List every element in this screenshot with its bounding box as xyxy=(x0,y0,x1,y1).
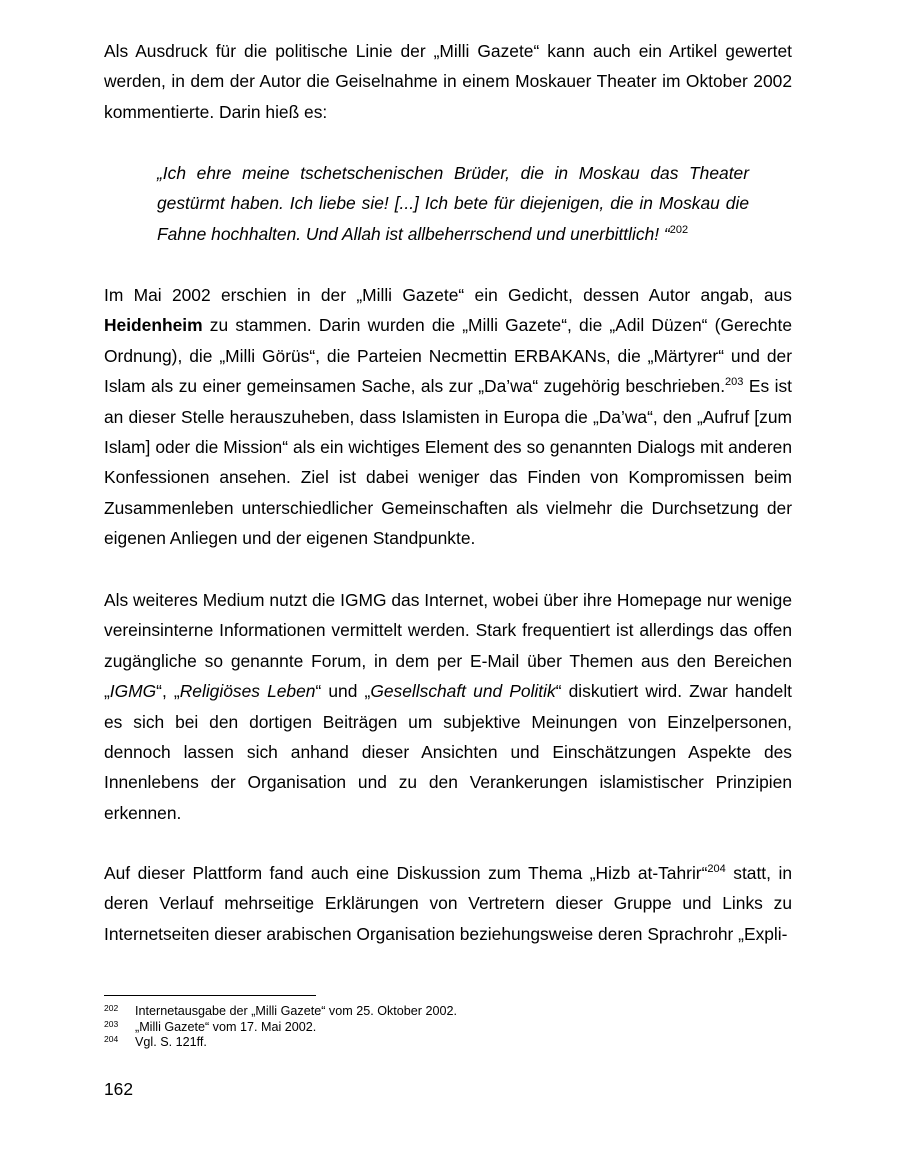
text-run: “ diskutiert wird. Zwar handelt es sich bei den dortigen Beiträgen um subjektive Meinungen von Einzelpersonen, dennoch lassen sich anhand dieser Ansichten und Einschätzungen Aspekte des Innenlebens der Organisation und zu den Verankerungen islamistischer Prinzipien erkennen. xyxy=(104,681,793,823)
footnote-separator xyxy=(104,995,316,996)
text-run: “, „ xyxy=(156,681,180,702)
block-quote xyxy=(157,158,749,249)
footnote-number: 203 xyxy=(104,1019,119,1029)
text-run: zu stammen. Darin wurden die „Milli Gazete“, die „Adil Düzen“ (Gerechte Ordnung), die „Milli Görüs“, die Parteien Necmettin ERBAKANs, die „Märtyrer“ und der Islam als zu einer gemeinsamen Sache, als zur „Da’wa“ zugehörig beschrieben. xyxy=(104,315,792,397)
paragraph-platform xyxy=(104,858,792,949)
footnote-ref-203: 203 xyxy=(725,376,744,389)
italic-topic: Gesellschaft und Politik xyxy=(370,681,556,702)
text-run: statt, in deren Verlauf mehrseitige Erklärungen von Vertretern dieser Gruppe und Links zu Internetseiten dieser arabischen Organisation beziehungsweise deren Sprachrohr „Expli- xyxy=(104,863,792,944)
footnote-number: 204 xyxy=(104,1034,119,1044)
quote-text: „Ich ehre meine tschetschenischen Brüder, die in Moskau das Theater gestürmt haben. Ich liebe sie! [...] Ich bete für diejenigen, die in Moskau die Fahne hochhalten. Und Allah ist allbeherrschend und unerbittlich! “ xyxy=(157,163,749,244)
footnote-ref-204: 204 xyxy=(707,863,726,875)
italic-topic: Religiöses Leben xyxy=(179,681,316,702)
paragraph-intro: Als Ausdruck für die politische Linie der „Milli Gazete“ kann auch ein Artikel gewertet werden, in dem der Autor die Geiselnahme in einem Moskauer Theater im Oktober 2002 kommentierte. Darin hieß es: xyxy=(104,41,792,122)
text-run: “ und „ xyxy=(315,681,371,702)
footnote-text: „Milli Gazete“ vom 17. Mai 2002. xyxy=(135,1020,317,1034)
paragraph-internet xyxy=(104,585,792,828)
paragraph-poem xyxy=(104,280,792,554)
text-run: Es ist an dieser Stelle herauszuheben, dass Islamisten in Europa die „Da’wa“, den „Aufruf [zum Islam] oder die Mission“ als ein wichtiges Element des so genannten Dialogs mit anderen Konfessionen ansehen. Ziel ist dabei weniger das Finden von Kompromissen beim Zusammenleben unterschiedlicher Gemeinschaften als vielmehr die Durchsetzung der eigenen Anliegen und der eigenen Standpunkte. xyxy=(104,376,792,549)
text-run: Auf dieser Plattform fand auch eine Diskussion zum Thema „Hizb at-Tahrir“ xyxy=(104,863,708,883)
footnote-text: Vgl. S. 121ff. xyxy=(135,1035,207,1049)
page-number: 162 xyxy=(104,1079,134,1099)
footnote-ref-202: 202 xyxy=(669,223,689,236)
italic-topic: IGMG xyxy=(109,681,157,702)
footnote-number: 202 xyxy=(104,1003,119,1013)
text-run: Im Mai 2002 erschien in der „Milli Gazete“ ein Gedicht, dessen Autor angab, aus xyxy=(104,285,792,305)
footnote-text: Internetausgabe der „Milli Gazete“ vom 25. Oktober 2002. xyxy=(135,1004,458,1018)
bold-place-name: Heidenheim xyxy=(104,315,203,336)
text-run: Als weiteres Medium nutzt die IGMG das Internet, wobei über ihre Homepage nur wenige vereinsinterne Informationen vermittelt werden. Stark frequentiert ist allerdings das offen zugängliche so genannte Forum, in dem per E-Mail über Themen aus den Bereichen „ xyxy=(104,590,792,702)
